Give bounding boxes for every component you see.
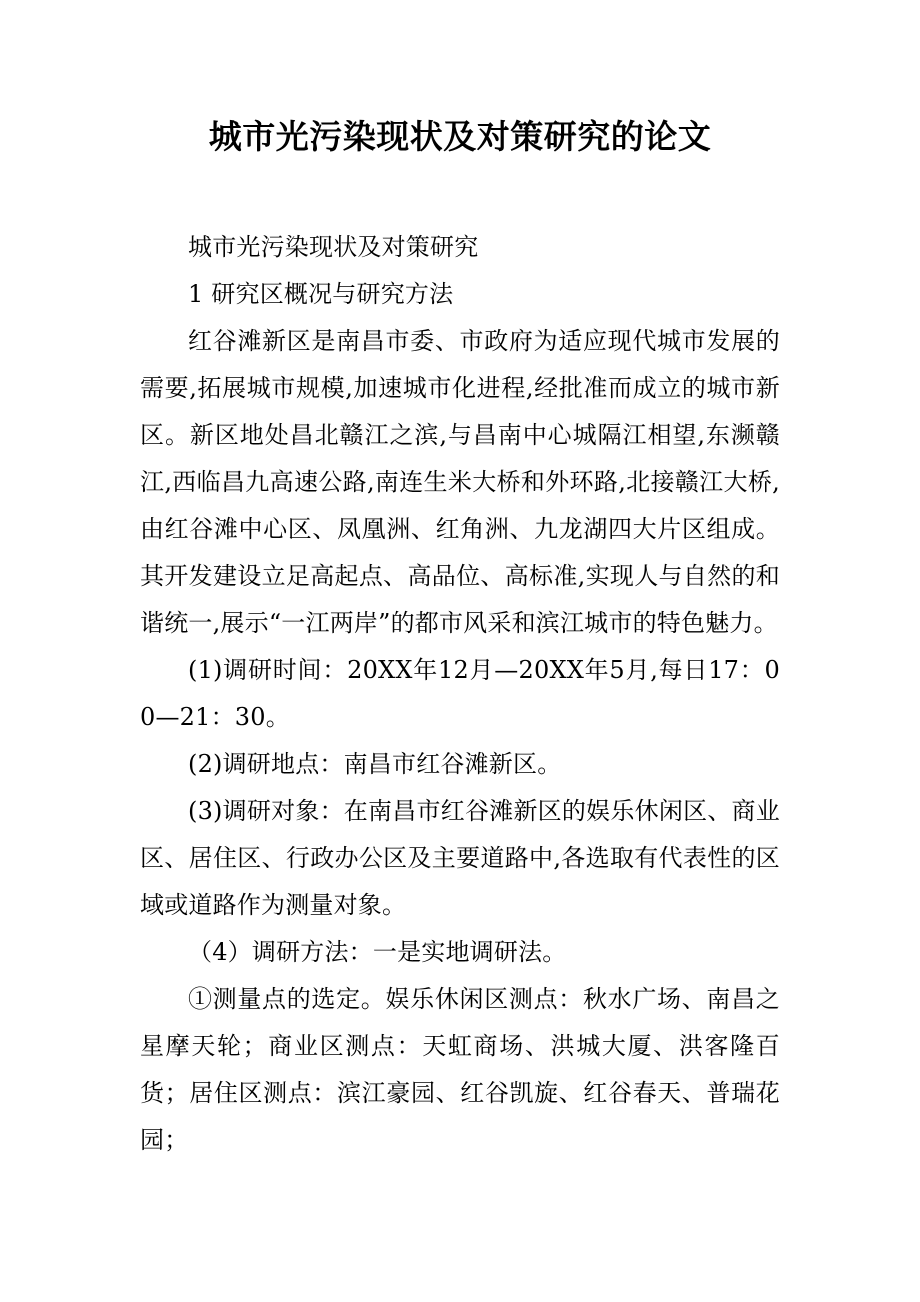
survey-subject-paragraph: (3)调研对象：在南昌市红谷滩新区的娱乐休闲区、商业区、居住区、行政办公区及主要道路中,各选取有代表性的区域或道路作为测量对象。 [140, 797, 780, 919]
survey-time-paragraph: (1)调研时间：20XX年12月—20XX年5月,每日17：00—21：30。 [140, 656, 780, 731]
document-body [140, 224, 780, 1164]
subtitle-paragraph: 城市光污染现状及对策研究 [188, 233, 479, 261]
survey-location-paragraph: (2)调研地点：南昌市红谷滩新区。 [188, 750, 562, 778]
section-heading: 1 研究区概况与研究方法 [188, 280, 454, 308]
measurement-points-paragraph: ①测量点的选定。娱乐休闲区测点：秋水广场、南昌之星摩天轮；商业区测点：天虹商场、洪城大厦、洪客隆百货；居住区测点：滨江豪园、红谷凯旋、红谷春天、普瑞花园； [140, 985, 780, 1154]
overview-paragraph: 红谷滩新区是南昌市委、市政府为适应现代城市发展的需要,拓展城市规模,加速城市化进程,经批准而成立的城市新区。新区地处昌北赣江之滨,与昌南中心城隔江相望,东濒赣江,西临昌九高速公路,南连生米大桥和外环路,北接赣江大桥,由红谷滩中心区、凤凰洲、红角洲、九龙湖四大片区组成。其开发建设立足高起点、高品位、高标准,实现人与自然的和谐统一,展示“一江两岸”的都市风采和滨江城市的特色魅力。 [140, 327, 780, 637]
document-title: 城市光污染现状及对策研究的论文 [208, 117, 712, 156]
survey-method-paragraph: （4）调研方法：一是实地调研法。 [188, 938, 567, 966]
